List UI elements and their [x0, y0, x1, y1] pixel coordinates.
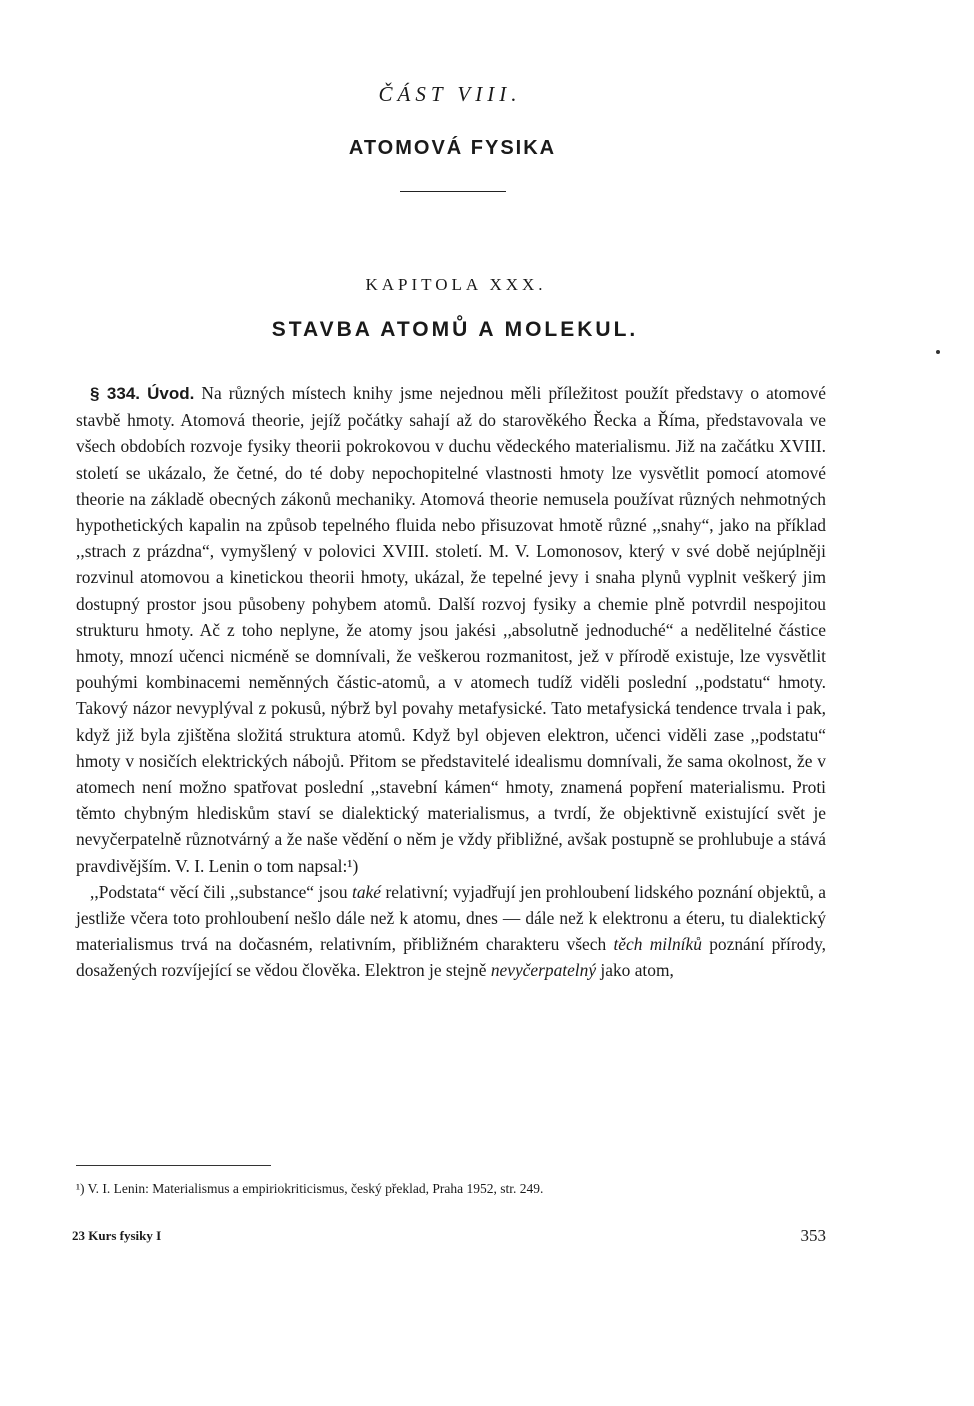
quote-text: poznání přírody, dosažených rozvíjející se vědou člověka. Elektron je stejně [76, 934, 826, 981]
chapter-title: STAVBA ATOMŮ A MOLEKUL. [271, 318, 639, 341]
part-title: ATOMOVÁ FYSIKA [348, 137, 557, 159]
body-text [76, 380, 826, 984]
title-divider [400, 191, 506, 192]
quote-text: ,,Podstata“ věcí čili ,,substance“ jsou [90, 881, 353, 902]
quote-emphasis: také [352, 881, 381, 902]
part-number: ČÁST VIII. [378, 82, 522, 106]
paragraph-text: Na různých místech knihy jsme nejednou měli příležitost použít představy o atomové stavbě hmoty. Atomová theorie, jejíž počátky sahají až do starověkého Řecka a Říma, představovala ve všech obdobích rozvoje fysiky theorii pokrokovou v duchu vědeckého materialismu. Již na začátku XVIII. století se ukázalo, že četné, do té doby nepochopitelné vlastnosti hmoty lze vysvětlit pomocí atomové theorie na základě obecných zákonů mechaniky. Atomová theorie nemusela používat různých nehmotných hypothetických kapalin na způsob tepelného fluida nebo přisuzovat hmotě různé ,,snahy“, jako na příklad ,,strach z prázdna“, vymyšlený v polovici XVIII. století. M. V. Lomonosov, který v své době nejúplněji rozvinul atomovou a kinetickou theorii hmoty, ukázal, že tepelné jevy i snaha plynů vyplnit veškerý jim dostupný prostor jsou působeny pohybem atomů. Další rozvoj fysiky a chemie plně potvrdil nespojitou strukturu hmoty. Ač z toho neplyne, že atomy jsou jakési ,,absolutně jednoduché“ a nedělitelné částice hmoty, mnozí učenci nicméně se domnívali, že veškerou rozmanitost, jež v přírodě existuje, lze vysvětlit pouhými kombinacemi neměnných částic-atomů, a v atomech tudíž viděli poslední ,,podstatu“ hmoty. Takový názor nevyplýval z pokusů, nýbrž byl povahy metafysické. Tato metafysická tendence trvala i pak, když již byla zjištěna složitá struktura atomů. Když byl objeven elektron, učenci viděli zase ,,podstatu“ hmoty v nosičích elektrických nábojů. Přitom se představitelé idealismu domnívali, že sama okolnost, že v atomech není možno spatřovat poslední ,,stavební kámen“ hmoty, znamená popření materialismu. Proti těmto chybným hlediskům staví se dialektický materialismus, a tvrdí, že objektivně existující svět je nevyčerpatelně různotvárný a že naše vědění o něm je vždy přibližné, avšak postupně se prohlubuje a stává pravdivějším. V. I. Lenin o tom napsal:¹) [76, 383, 826, 876]
quote-text: jako atom, [596, 960, 674, 981]
quote-text: relativní; vyjadřují jen prohloubení lidského poznání objektů, a jestliže včera toto prohloubení nešlo dále než k atomu, dnes — dále než k elektronu a éteru, tu dialektický materialismus trvá na dočasném, relativním, přibližném charakteru všech [76, 881, 827, 955]
section-number: § 334. [90, 384, 140, 403]
quote-emphasis: nevyčerpatelný [490, 960, 597, 981]
section-heading: Úvod. [147, 384, 195, 403]
quote-emphasis: těch milníků [613, 934, 702, 955]
footnote: ¹) V. I. Lenin: Materialismus a empiriokriticismus, český překlad, Praha 1952, str. 249. [76, 1181, 544, 1196]
scan-speck [936, 350, 940, 354]
paragraph-quote [76, 879, 826, 984]
footnote-divider [76, 1165, 271, 1166]
chapter-label: KAPITOLA XXX. [365, 275, 547, 294]
page-number: 353 [800, 1226, 826, 1245]
paragraph-intro [76, 380, 826, 879]
printer-signature: 23 Kurs fysiky I [72, 1228, 162, 1243]
